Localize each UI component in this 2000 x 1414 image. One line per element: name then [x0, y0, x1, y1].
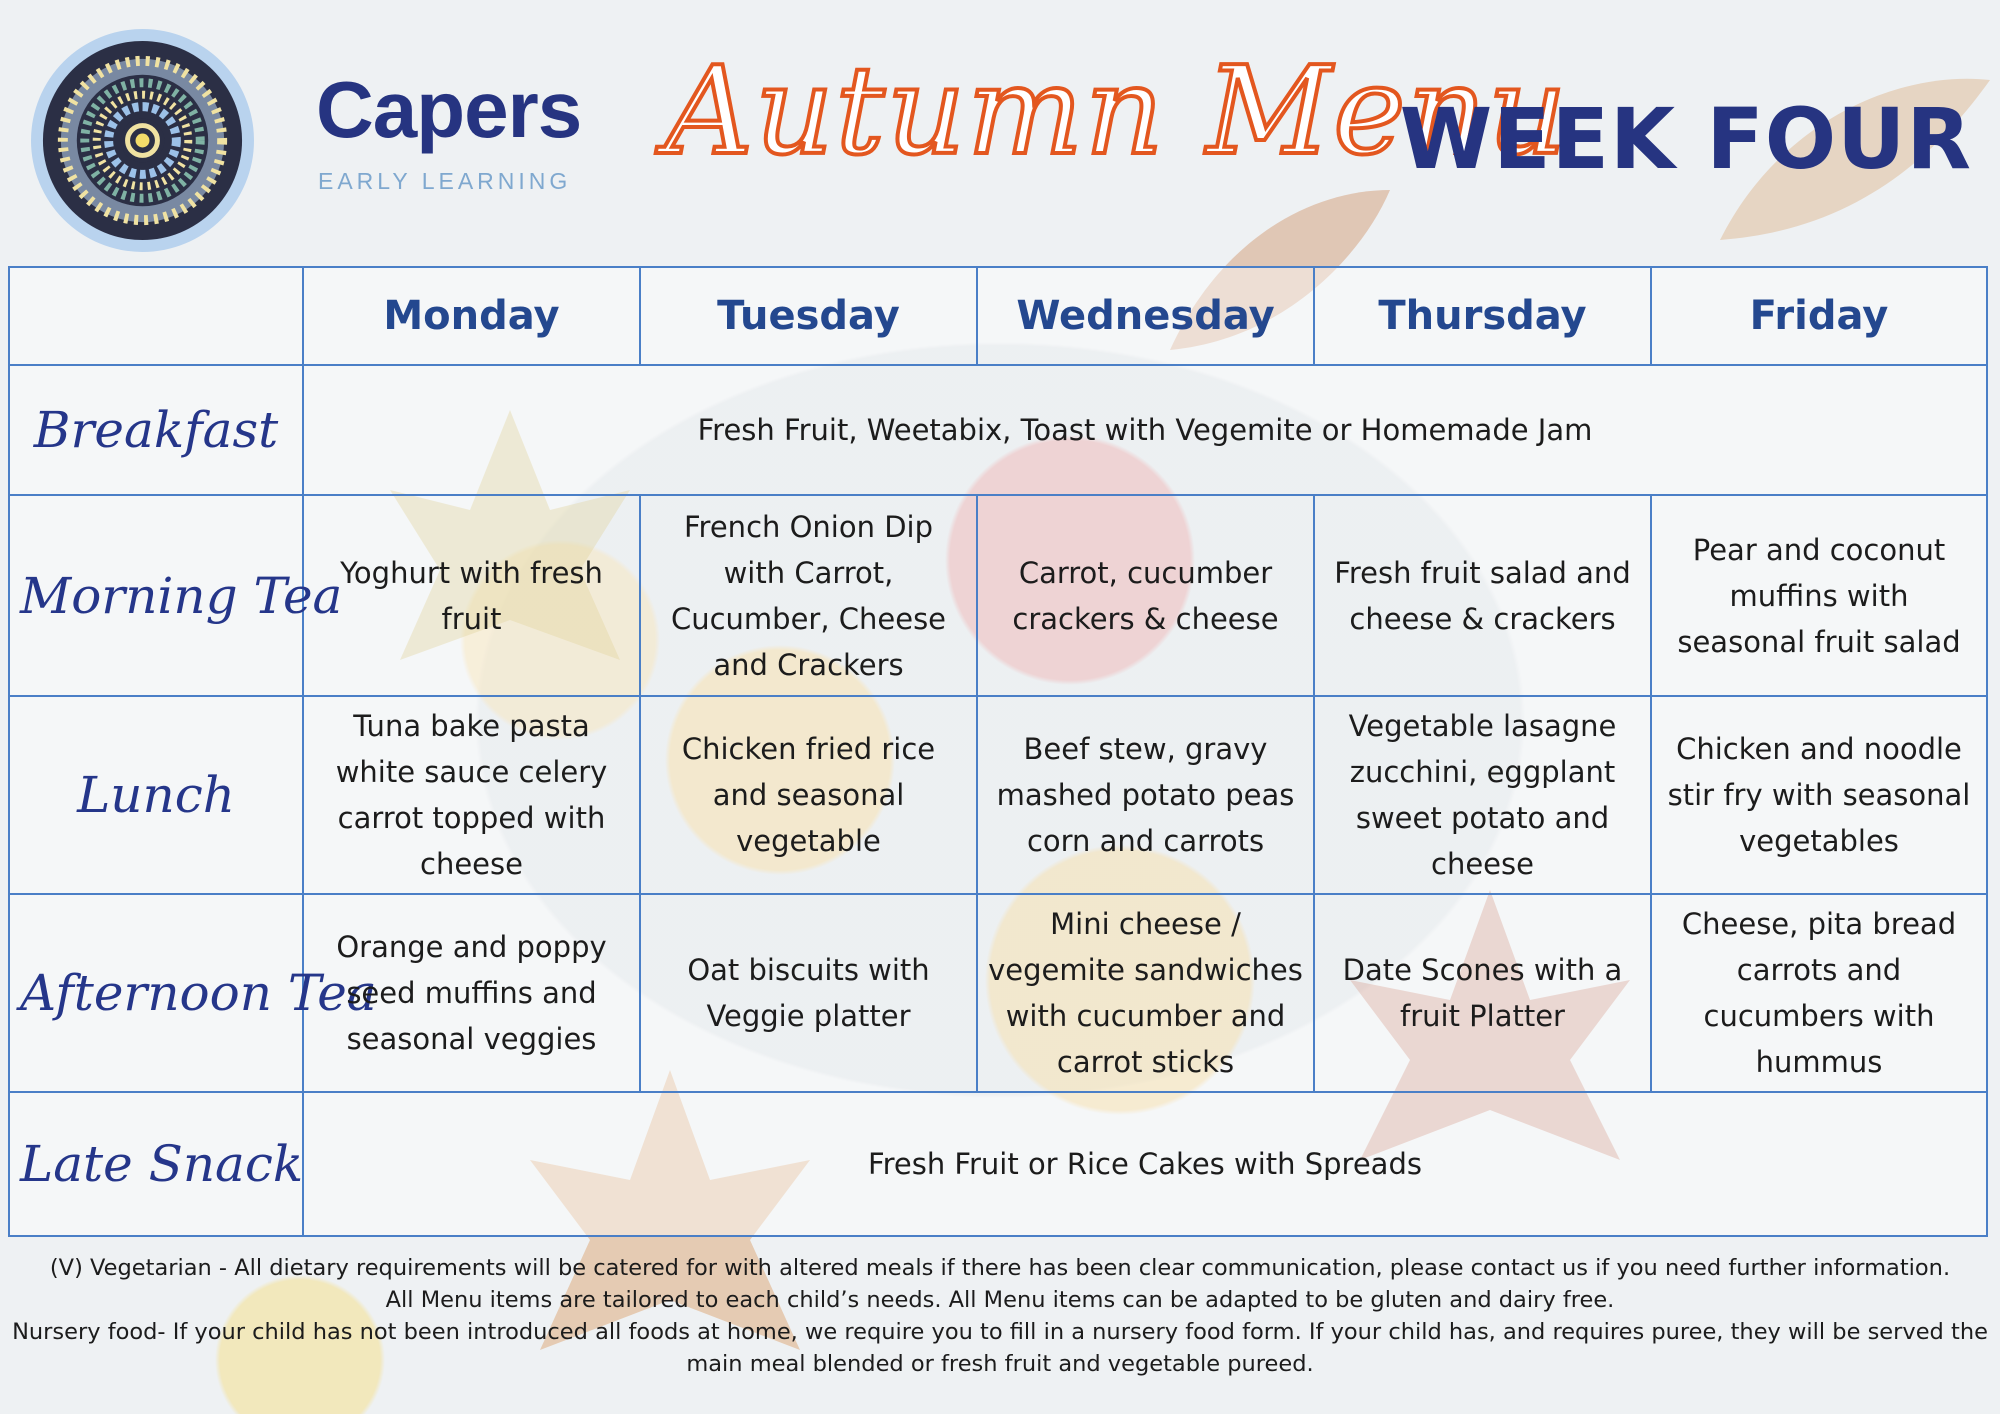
day-header-tuesday: Tuesday	[640, 267, 977, 365]
late-snack-all-days: Fresh Fruit or Rice Cakes with Spreads	[303, 1092, 1987, 1236]
morning-tea-monday: Yoghurt with fresh fruit	[303, 495, 640, 696]
afternoon-tea-row	[9, 894, 1987, 1092]
footer-nursery-note: Nursery food- If your child has not been introduced all foods at home, we require you to fill in a nursery food form. If your child has, and requires puree, they will be served the main meal blended or fresh fruit and vegetable pureed.	[12, 1319, 1988, 1377]
morning-tea-row	[9, 495, 1987, 696]
lunch-friday: Chicken and noodle stir fry with seasonal vegetables	[1651, 696, 1987, 894]
morning-tea-thursday: Fresh fruit salad and cheese & crackers	[1314, 495, 1651, 696]
lunch-row	[9, 696, 1987, 894]
day-header-monday: Monday	[303, 267, 640, 365]
meal-label-afternoon-tea: Afternoon Tea	[9, 894, 303, 1092]
day-header-wednesday: Wednesday	[977, 267, 1314, 365]
meal-label-lunch: Lunch	[9, 696, 303, 894]
header	[0, 0, 2000, 262]
meal-label-breakfast: Breakfast	[9, 365, 303, 495]
afternoon-tea-friday: Cheese, pita bread carrots and cucumbers with hummus	[1651, 894, 1987, 1092]
menu-title: Autumn Menu	[665, 40, 1569, 182]
corner-cell	[9, 267, 303, 365]
day-header-thursday: Thursday	[1314, 267, 1651, 365]
day-header-friday: Friday	[1651, 267, 1987, 365]
lunch-wednesday: Beef stew, gravy mashed potato peas corn and carrots	[977, 696, 1314, 894]
lunch-tuesday: Chicken fried rice and seasonal vegetable	[640, 696, 977, 894]
late-snack-row	[9, 1092, 1987, 1236]
week-label: WEEK FOUR	[1399, 90, 1972, 188]
morning-tea-tuesday: French Onion Dip with Carrot, Cucumber, Cheese and Crackers	[640, 495, 977, 696]
afternoon-tea-thursday: Date Scones with a fruit Platter	[1314, 894, 1651, 1092]
lunch-thursday: Vegetable lasagne zucchini, eggplant sweet potato and cheese	[1314, 696, 1651, 894]
footer-dietary-note: All Menu items are tailored to each child’s needs. All Menu items can be adapted to be gluten and dairy free.	[385, 1287, 1615, 1313]
morning-tea-wednesday: Carrot, cucumber crackers & cheese	[977, 495, 1314, 696]
capers-logo-mandala-icon	[30, 28, 255, 253]
lunch-monday: Tuna bake pasta white sauce celery carrot topped with cheese	[303, 696, 640, 894]
brand-name: Capers	[316, 65, 582, 154]
menu-table	[8, 266, 1988, 1237]
morning-tea-friday: Pear and coconut muffins with seasonal fruit salad	[1651, 495, 1987, 696]
footer-notes	[0, 1252, 2000, 1380]
meal-label-late-snack: Late Snack	[9, 1092, 303, 1236]
afternoon-tea-wednesday: Mini cheese / vegemite sandwiches with cucumber and carrot sticks	[977, 894, 1314, 1092]
meal-label-morning-tea: Morning Tea	[9, 495, 303, 696]
breakfast-row	[9, 365, 1987, 495]
afternoon-tea-monday: Orange and poppy seed muffins and seasonal veggies	[303, 894, 640, 1092]
brand-subtitle: EARLY LEARNING	[318, 168, 572, 194]
day-header-row	[9, 267, 1987, 365]
footer-vegetarian-note: (V) Vegetarian - All dietary requirements will be catered for with altered meals if there has been clear communication, please contact us if you need further information.	[49, 1255, 1951, 1281]
afternoon-tea-tuesday: Oat biscuits with Veggie platter	[640, 894, 977, 1092]
breakfast-all-days: Fresh Fruit, Weetabix, Toast with Vegemite or Homemade Jam	[303, 365, 1987, 495]
